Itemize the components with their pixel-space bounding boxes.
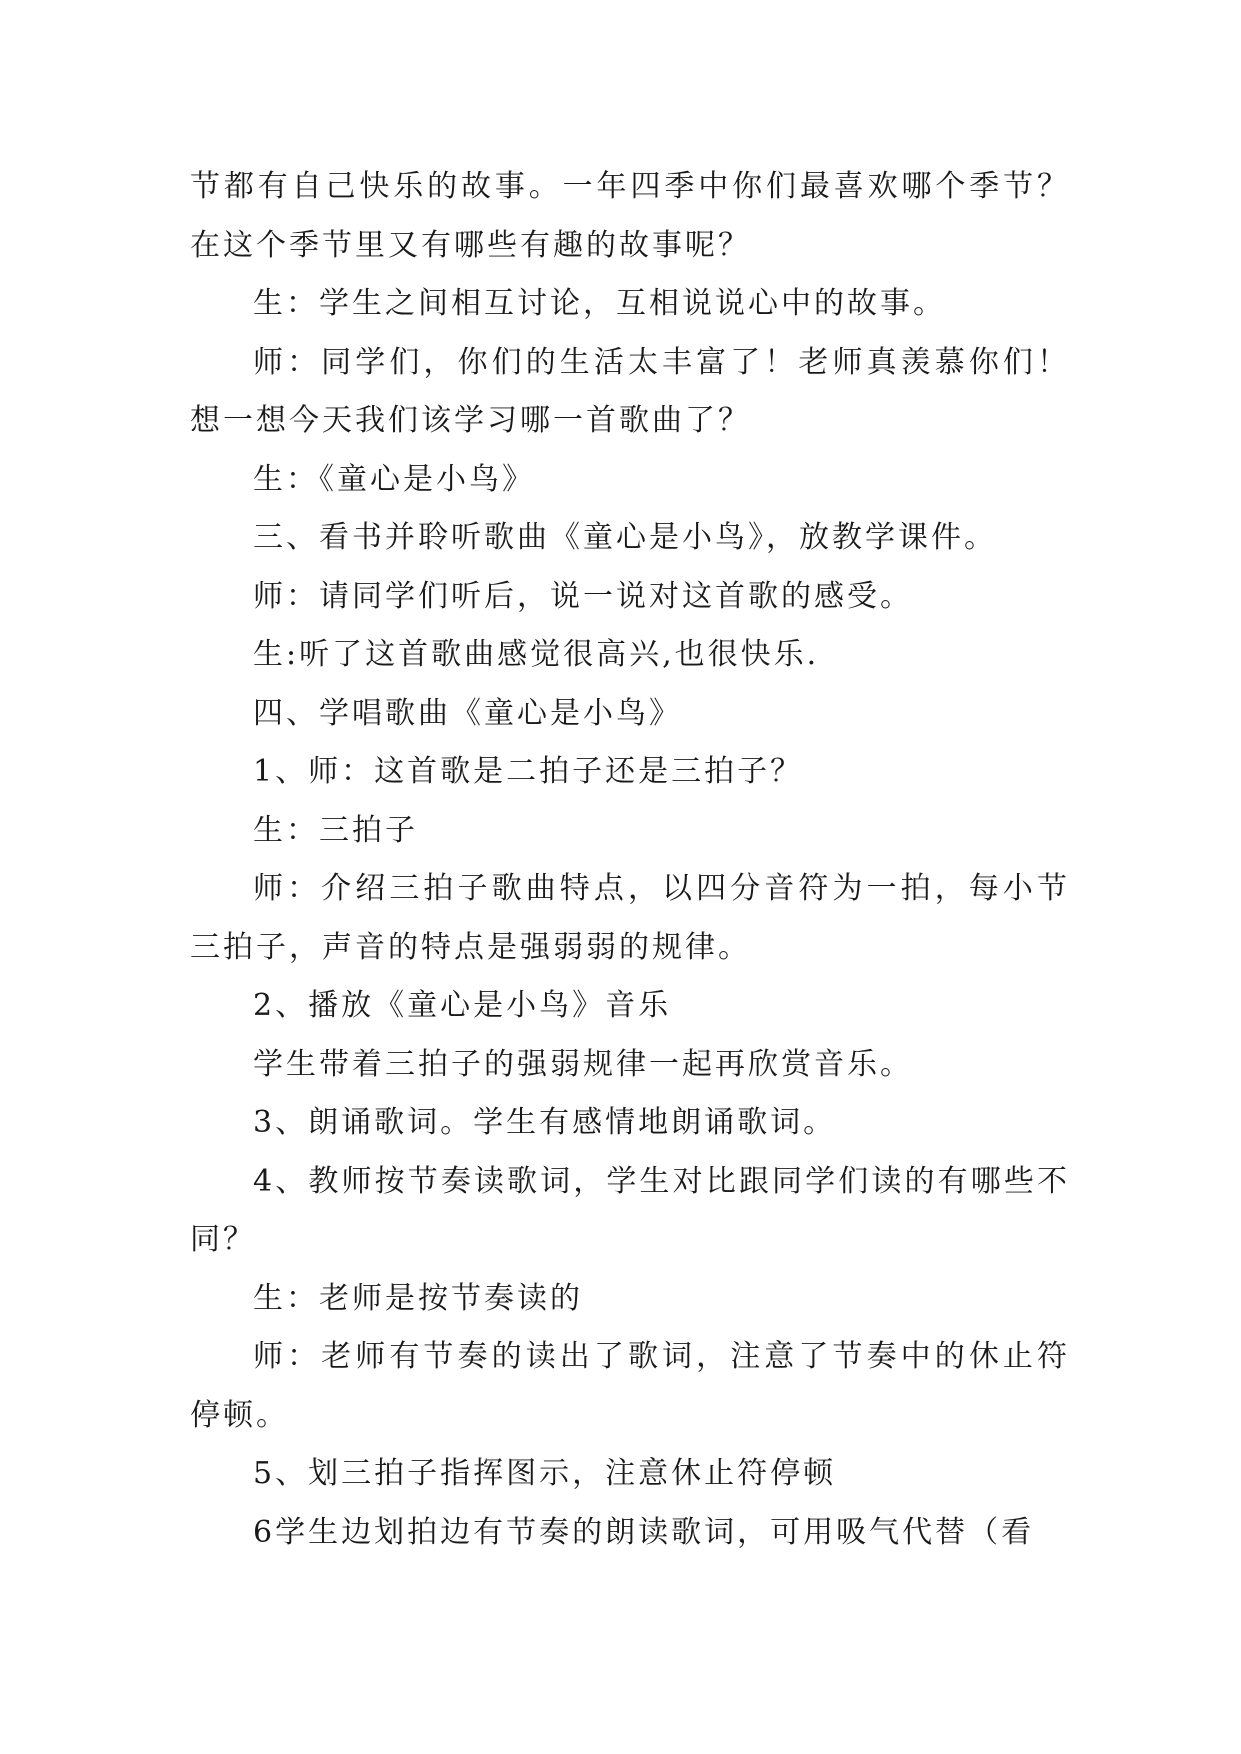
paragraph: 5、划三拍子指挥图示，注意休止符停顿 <box>253 1456 837 1491</box>
paragraph: 生:听了这首歌曲感觉很高兴,也很快乐. <box>253 637 820 672</box>
paragraph: 师：请同学们听后，说一说对这首歌的感受。 <box>253 578 913 614</box>
paragraph: 师：老师有节奏的读出了歌词，注意了节奏中的休止符停顿。 <box>190 1339 1070 1433</box>
paragraph: 生：老师是按节奏读的 <box>253 1280 583 1316</box>
paragraph: 四、学唱歌曲《童心是小鸟》 <box>253 695 682 731</box>
paragraph: 师：介绍三拍子歌曲特点，以四分音符为一拍，每小节三拍子，声音的特点是强弱弱的规律。 <box>190 871 1070 965</box>
paragraph: 2、播放《童心是小鸟》音乐 <box>253 988 672 1023</box>
paragraph: 节都有自己快乐的故事。一年四季中你们最喜欢哪个季节？在这个季节里又有哪些有趣的故事呢？ <box>190 169 1070 263</box>
paragraph: 4、教师按节奏读歌词，学生对比跟同学们读的有哪些不同？ <box>190 1163 1070 1257</box>
paragraph: 6学生边划拍边有节奏的朗读歌词，可用吸气代替（看 <box>253 1514 1035 1550</box>
paragraph: 生：三拍子 <box>253 812 418 848</box>
paragraph: 生：《童心是小鸟》 <box>253 461 535 497</box>
paragraph: 学生带着三拍子的强弱规律一起再欣赏音乐。 <box>253 1046 913 1082</box>
paragraph: 三、看书并聆听歌曲《童心是小鸟》，放教学课件。 <box>253 520 997 555</box>
paragraph: 3、朗诵歌词。学生有感情地朗诵歌词。 <box>253 1105 837 1140</box>
document-body <box>190 158 1070 1562</box>
paragraph: 生：学生之间相互讨论，互相说说心中的故事。 <box>253 286 946 321</box>
paragraph: 师：同学们，你们的生活太丰富了！老师真羡慕你们！想一想今天我们该学习哪一首歌曲了？ <box>190 344 1070 438</box>
paragraph: 1、师：这首歌是二拍子还是三拍子？ <box>253 754 804 789</box>
